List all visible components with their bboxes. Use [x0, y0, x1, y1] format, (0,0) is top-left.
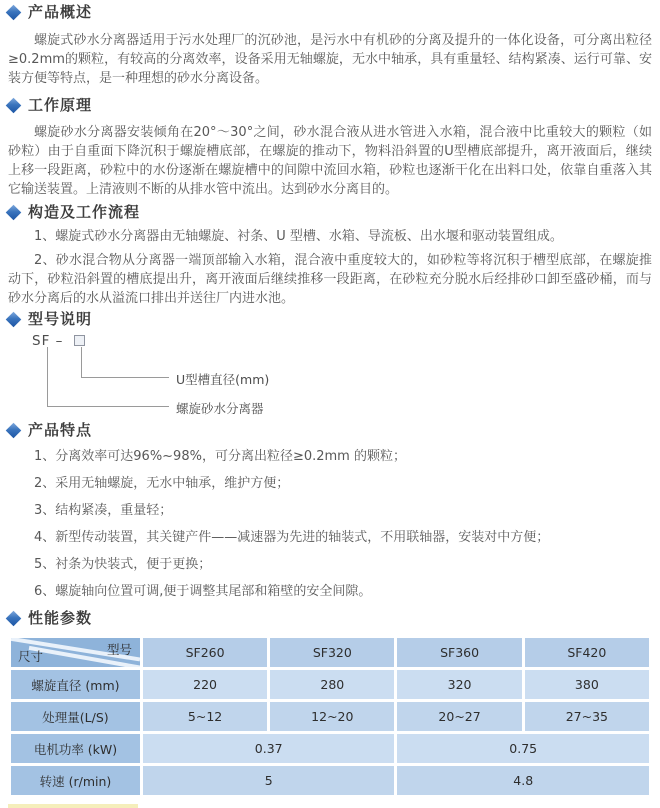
- feature-item: 3、结构紧凑，重量轻；: [34, 503, 173, 518]
- section-title-parameters: 性能参数: [28, 609, 93, 627]
- row-label: 电机功率 (kW): [11, 734, 140, 763]
- structure-item-1: 1、螺旋式砂水分离器由无轴螺旋、衬条、U 型槽、水箱、导流板、出水堰和驱动装置组成。: [34, 229, 563, 244]
- table-row-rotation-speed: [11, 766, 649, 795]
- table-cell: 20~27: [397, 702, 521, 731]
- diamond-bullet-icon: [6, 312, 22, 328]
- overview-paragraph: 螺旋式砂水分离器适用于污水处理厂的沉砂池，是污水中有机砂的分离及提升的一体化设备，可分离出粒径≥0.2mm的颗粒，有较高的分离效率，设备采用无轴螺旋，无水中轴承，具有重量轻、结构紧凑、运行可靠、安装方便等特点，是一种理想的砂水分离设备。: [8, 33, 652, 86]
- corner-label-size: 尺寸: [18, 649, 44, 664]
- diamond-bullet-icon: [6, 98, 22, 114]
- table-row-diameter: [11, 670, 649, 699]
- diamond-bullet-icon: [6, 5, 22, 21]
- structure-item-2: 2、砂水混合物从分离器一端顶部输入水箱，混合液中重度较大的，如砂粒等将沉积于槽型底部，在螺旋推动下，砂粒沿斜置的槽底提出升，离开液面后继续推移一段距离，在砂粒充分脱水后经排砂口卸至盛砂桶，而与砂水分离后的水从溢流口排出并送往厂内进水池。: [8, 253, 652, 306]
- section-title-model: 型号说明: [28, 310, 93, 328]
- table-row-capacity: [11, 702, 649, 731]
- model-column-header: SF260: [143, 638, 267, 667]
- performance-parameters-table: [8, 635, 652, 798]
- section-title-overview: 产品概述: [28, 3, 93, 21]
- features-list: [8, 447, 652, 601]
- table-cell: 4.8: [397, 766, 649, 795]
- table-cell: 320: [397, 670, 521, 699]
- table-cell: 220: [143, 670, 267, 699]
- diamond-bullet-icon: [6, 611, 22, 627]
- feature-item: 4、新型传动装置，其关键产件——减速器为先进的轴装式，不用联轴器，安装对中方便；: [34, 530, 550, 545]
- section-heading-structure: [8, 203, 652, 222]
- section-title-features: 产品特点: [28, 421, 93, 439]
- row-label: 转速 (r/min): [11, 766, 140, 795]
- table-cell: 27~35: [525, 702, 649, 731]
- feature-item: 5、衬条为快装式，便于更换；: [34, 557, 212, 572]
- table-header-row: [11, 638, 649, 667]
- model-column-header: SF360: [397, 638, 521, 667]
- section-heading-overview: [8, 3, 652, 22]
- table-row-motor-power: [11, 734, 649, 763]
- section-title-principle: 工作原理: [28, 96, 93, 114]
- table-cell: 5~12: [143, 702, 267, 731]
- model-prefix: SF: [32, 333, 51, 349]
- section-heading-features: [8, 421, 652, 440]
- feature-item: 1、分离效率可达96%~98%，可分离出粒径≥0.2mm 的颗粒；: [34, 449, 406, 464]
- section-title-structure: 构造及工作流程: [28, 203, 141, 221]
- principle-paragraph: 螺旋砂水分离器安装倾角在20°～30°之间，砂水混合液从进水管进入水箱，混合液中比重较大的颗粒（如砂粒）由于自重面下降沉积于螺旋槽底部，在螺旋的推动下，物料沿斜置的U型槽底部提升，离开液面后，继续上移一段距离，砂粒中的水份逐渐在螺旋槽中的间隙中流回水箱，砂粒也逐渐干化在出料口处，依靠自重落入其它输送装置。上清液则不断的从排水管中流出。达到砂水分离目的。: [8, 125, 652, 197]
- section-heading-principle: [8, 96, 652, 115]
- model-label-separator-name: 螺旋砂水分离器: [176, 401, 264, 416]
- model-code-diagram: [8, 333, 652, 421]
- model-column-header: SF420: [525, 638, 649, 667]
- model-dash: –: [55, 333, 64, 349]
- feature-item: 2、采用无轴螺旋，无水中轴承，维护方便；: [34, 476, 290, 491]
- table-corner-cell: [11, 638, 140, 667]
- table-cell: 280: [270, 670, 394, 699]
- diamond-bullet-icon: [6, 205, 22, 221]
- row-label: 螺旋直径 (mm): [11, 670, 140, 699]
- table-cell: 380: [525, 670, 649, 699]
- table-cell: 0.37: [143, 734, 395, 763]
- table-cell: 5: [143, 766, 395, 795]
- diamond-bullet-icon: [6, 423, 22, 439]
- model-column-header: SF320: [270, 638, 394, 667]
- model-placeholder-box: [74, 335, 85, 346]
- model-label-groove-diameter: U型槽直径(mm): [176, 372, 270, 387]
- section-heading-parameters: [8, 609, 652, 628]
- corner-label-model: 型号: [106, 642, 132, 657]
- table-cell: 12~20: [270, 702, 394, 731]
- cut-off-highlight-strip: [8, 804, 138, 808]
- row-label: 处理量(L/S): [11, 702, 140, 731]
- table-cell: 0.75: [397, 734, 649, 763]
- section-heading-model: [8, 310, 652, 329]
- feature-item: 6、螺旋轴向位置可调,便于调整其尾部和箱壁的安全间隙。: [34, 584, 372, 599]
- connector-line-name: [47, 347, 169, 407]
